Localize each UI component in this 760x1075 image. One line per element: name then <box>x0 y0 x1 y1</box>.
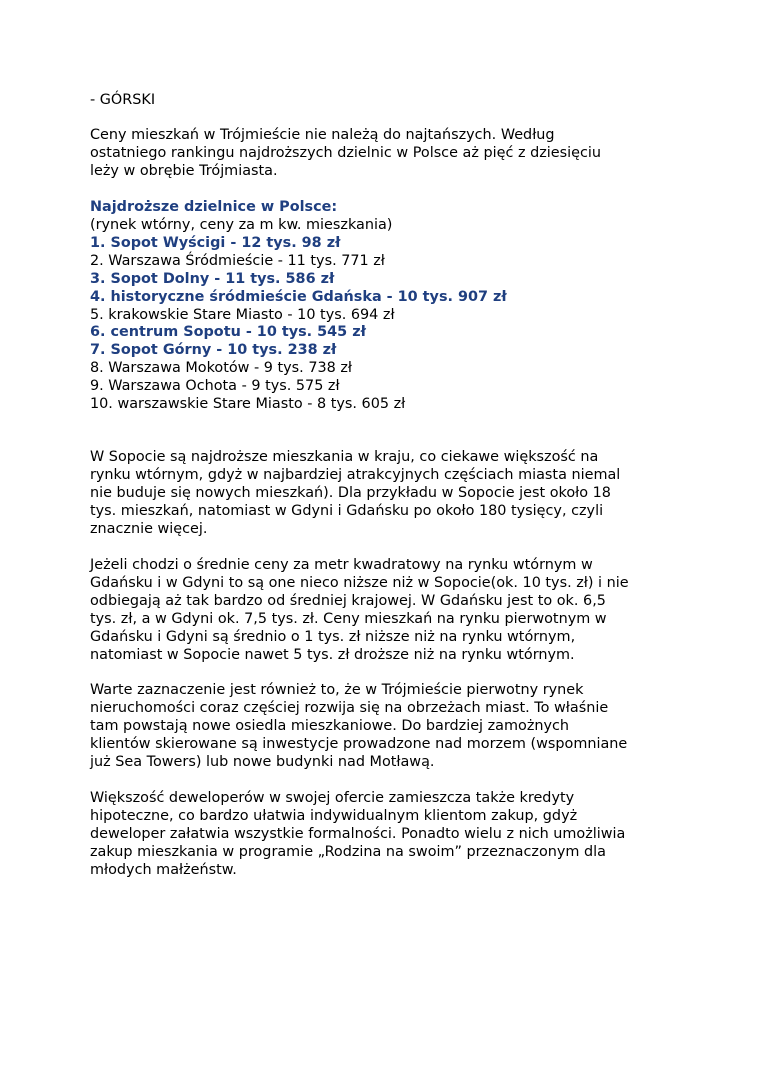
text-line: nie buduje się nowych mieszkań). Dla przykładu w Sopocie jest około 18 <box>90 485 611 501</box>
text-line: natomiast w Sopocie nawet 5 tys. zł droższe niż na rynku wtórnym. <box>90 647 575 663</box>
ranking-heading: Najdroższe dzielnice w Polsce: <box>90 199 338 215</box>
text-line: Gdańsku i Gdyni są średnio o 1 tys. zł niższe niż na rynku wtórnym, <box>90 629 576 645</box>
ranking-item: 6. centrum Sopotu - 10 tys. 545 zł <box>90 324 366 340</box>
ranking-subheading: (rynek wtórny, ceny za m kw. mieszkania) <box>90 217 393 233</box>
ranking-item: 8. Warszawa Mokotów - 9 tys. 738 zł <box>90 360 353 376</box>
text-line: tys. mieszkań, natomiast w Gdyni i Gdańsku po około 180 tysięcy, czyli <box>90 503 604 519</box>
text-line: Gdańsku i w Gdyni to są one nieco niższe niż w Sopocie(ok. 10 tys. zł) i nie <box>90 575 629 591</box>
author-line: - GÓRSKI <box>90 92 156 108</box>
text-line: Jeżeli chodzi o średnie ceny za metr kwadratowy na rynku wtórnym w <box>90 557 593 573</box>
text-line: odbiegają aż tak bardzo od średniej krajowej. W Gdańsku jest to ok. 6,5 <box>90 593 606 609</box>
text-line: zakup mieszkania w programie „Rodzina na swoim” przeznaczonym dla <box>90 844 606 860</box>
ranking-item: 1. Sopot Wyścigi - 12 tys. 98 zł <box>90 235 341 251</box>
ranking-item: 4. historyczne śródmieście Gdańska - 10 tys. 907 zł <box>90 289 507 305</box>
text-line: ostatniego rankingu najdroższych dzielnic w Polsce aż pięć z dziesięciu <box>90 145 601 161</box>
text-line: młodych małżeństw. <box>90 862 237 878</box>
text-line: Większość deweloperów w swojej ofercie zamieszcza także kredyty <box>90 790 575 806</box>
ranking-item: 7. Sopot Górny - 10 tys. 238 zł <box>90 342 337 358</box>
ranking-item: 2. Warszawa Śródmieście - 11 tys. 771 zł <box>90 253 385 269</box>
text-line: znacznie więcej. <box>90 521 208 537</box>
ranking-item: 9. Warszawa Ochota - 9 tys. 575 zł <box>90 378 340 394</box>
ranking-item: 10. warszawskie Stare Miasto - 8 tys. 605 zł <box>90 396 406 412</box>
text-line: nieruchomości coraz częściej rozwija się na obrzeżach miast. To właśnie <box>90 700 609 716</box>
text-line: rynku wtórnym, gdyż w najbardziej atrakcyjnych częściach miasta niemal <box>90 467 621 483</box>
text-line: leży w obrębie Trójmiasta. <box>90 163 278 179</box>
ranking-item: 3. Sopot Dolny - 11 tys. 586 zł <box>90 271 335 287</box>
text-line: klientów skierowane są inwestycje prowadzone nad morzem (wspomniane <box>90 736 628 752</box>
text-line: deweloper załatwia wszystkie formalności. Ponadto wielu z nich umożliwia <box>90 826 626 842</box>
text-line: W Sopocie są najdroższe mieszkania w kraju, co ciekawe większość na <box>90 449 599 465</box>
text-line: już Sea Towers) lub nowe budynki nad Motławą. <box>90 754 435 770</box>
text-line: hipoteczne, co bardzo ułatwia indywidualnym klientom zakup, gdyż <box>90 808 578 824</box>
text-line: tam powstają nowe osiedla mieszkaniowe. Do bardziej zamożnych <box>90 718 570 734</box>
ranking-item: 5. krakowskie Stare Miasto - 10 tys. 694 zł <box>90 307 395 323</box>
text-line: tys. zł, a w Gdyni ok. 7,5 tys. zł. Ceny mieszkań na rynku pierwotnym w <box>90 611 607 627</box>
text-line: Ceny mieszkań w Trójmieście nie należą do najtańszych. Według <box>90 127 555 143</box>
text-line: Warte zaznaczenie jest również to, że w Trójmieście pierwotny rynek <box>90 682 584 698</box>
